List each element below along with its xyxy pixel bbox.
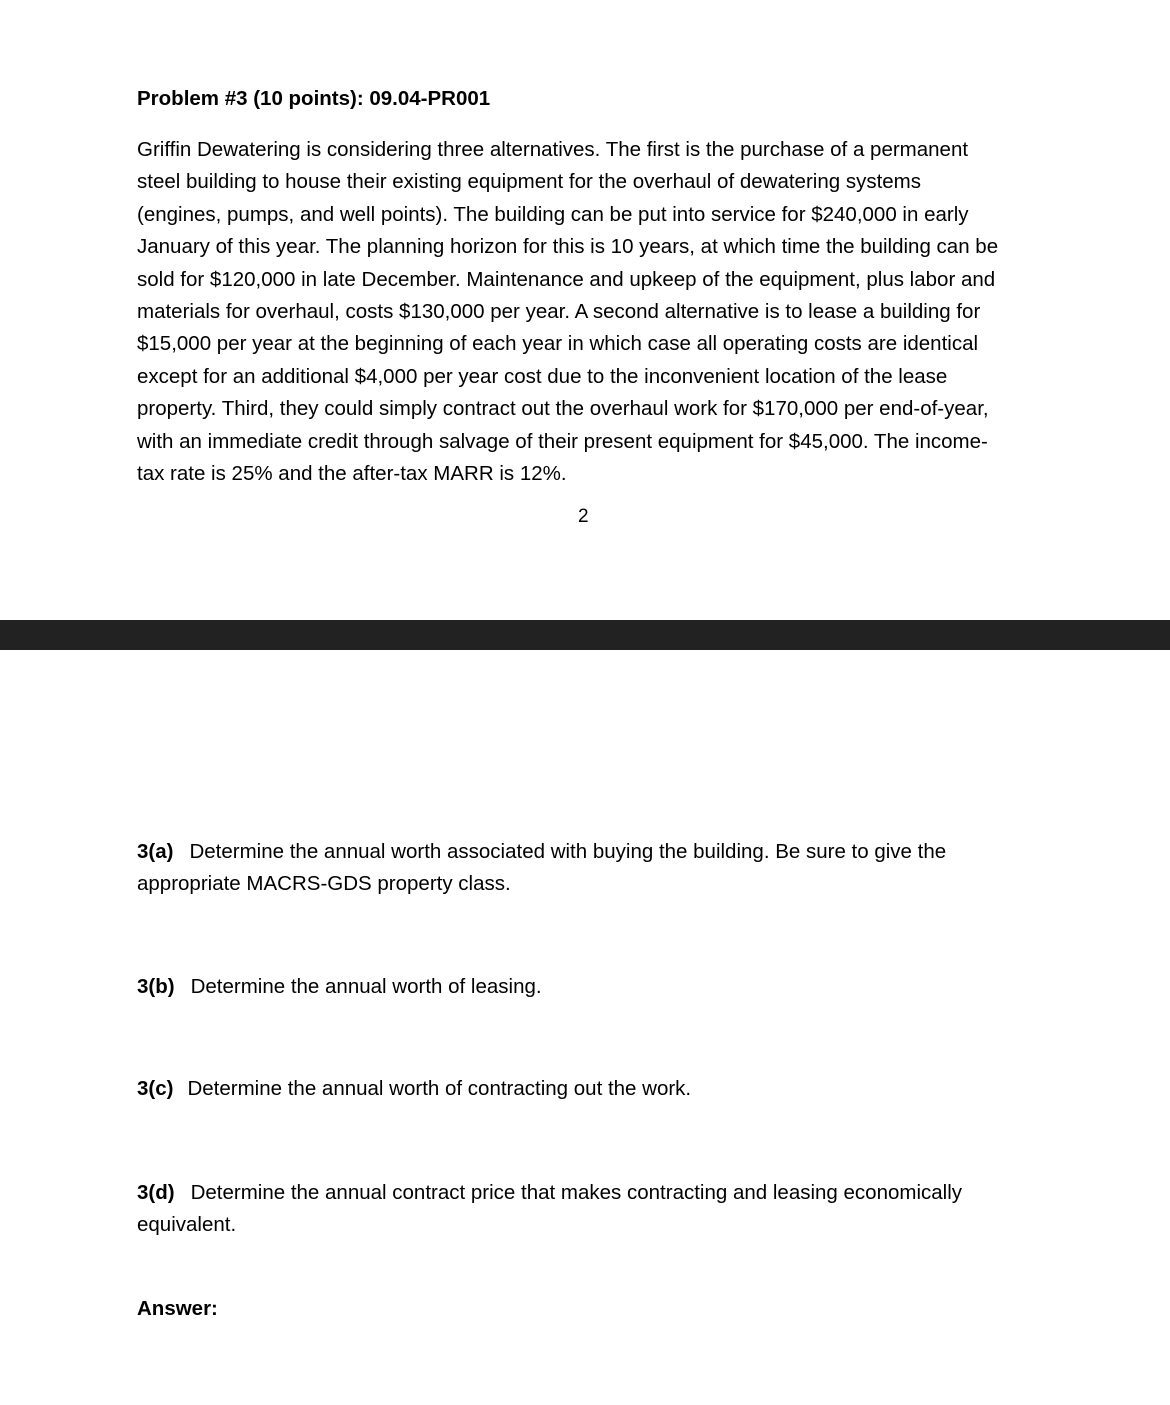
page-separator — [0, 620, 1170, 650]
description-line: property. Third, they could simply contract out the overhaul work for $170,000 per end-of-year, — [137, 397, 989, 421]
description-line: Griffin Dewatering is considering three alternatives. The first is the purchase of a permanent — [137, 138, 969, 161]
question-3a-line2: appropriate MACRS-GDS property class. — [137, 872, 511, 896]
question-3d-label: 3(d) — [137, 1181, 175, 1204]
question-3c-label: 3(c) — [137, 1077, 174, 1100]
problem-description — [137, 134, 1037, 490]
description-line: except for an additional $4,000 per year cost due to the inconvenient location of the lease — [137, 364, 948, 388]
description-line: $15,000 per year at the beginning of each year in which case all operating costs are identical — [137, 332, 979, 356]
question-3a-text: Determine the annual worth associated with buying the building. Be sure to give the — [189, 840, 947, 863]
description-line: (engines, pumps, and well points). The building can be put into service for $240,000 in early — [137, 202, 969, 226]
question-3b-text: Determine the annual worth of leasing. — [190, 975, 542, 998]
question-3d — [137, 1177, 1037, 1242]
question-3d-line1 — [137, 1177, 1037, 1209]
question-3a — [137, 836, 1037, 901]
question-3d-line2: equivalent. — [137, 1213, 237, 1237]
description-line: tax rate is 25% and the after-tax MARR is 12%. — [137, 462, 567, 486]
problem-title: Problem #3 (10 points): 09.04-PR001 — [137, 87, 491, 110]
question-3b — [137, 971, 1037, 1003]
question-3a-line1 — [137, 836, 1037, 868]
question-3c — [137, 1073, 1037, 1105]
description-line: with an immediate credit through salvage of their present equipment for $45,000. The income- — [137, 429, 988, 453]
description-line: sold for $120,000 in late December. Maintenance and upkeep of the equipment, plus labor and — [137, 267, 996, 291]
description-line: materials for overhaul, costs $130,000 per year. A second alternative is to lease a building for — [137, 300, 981, 324]
question-3a-label: 3(a) — [137, 840, 174, 863]
description-line: steel building to house their existing equipment for the overhaul of dewatering systems — [137, 170, 922, 194]
page-number: 2 — [578, 506, 589, 527]
question-3d-text: Determine the annual contract price that makes contracting and leasing economically — [190, 1181, 963, 1204]
description-line: January of this year. The planning horizon for this is 10 years, at which time the building can be — [137, 235, 999, 259]
question-3c-text: Determine the annual worth of contracting out the work. — [187, 1077, 692, 1100]
answer-label: Answer: — [137, 1297, 218, 1320]
question-3b-label: 3(b) — [137, 975, 175, 998]
